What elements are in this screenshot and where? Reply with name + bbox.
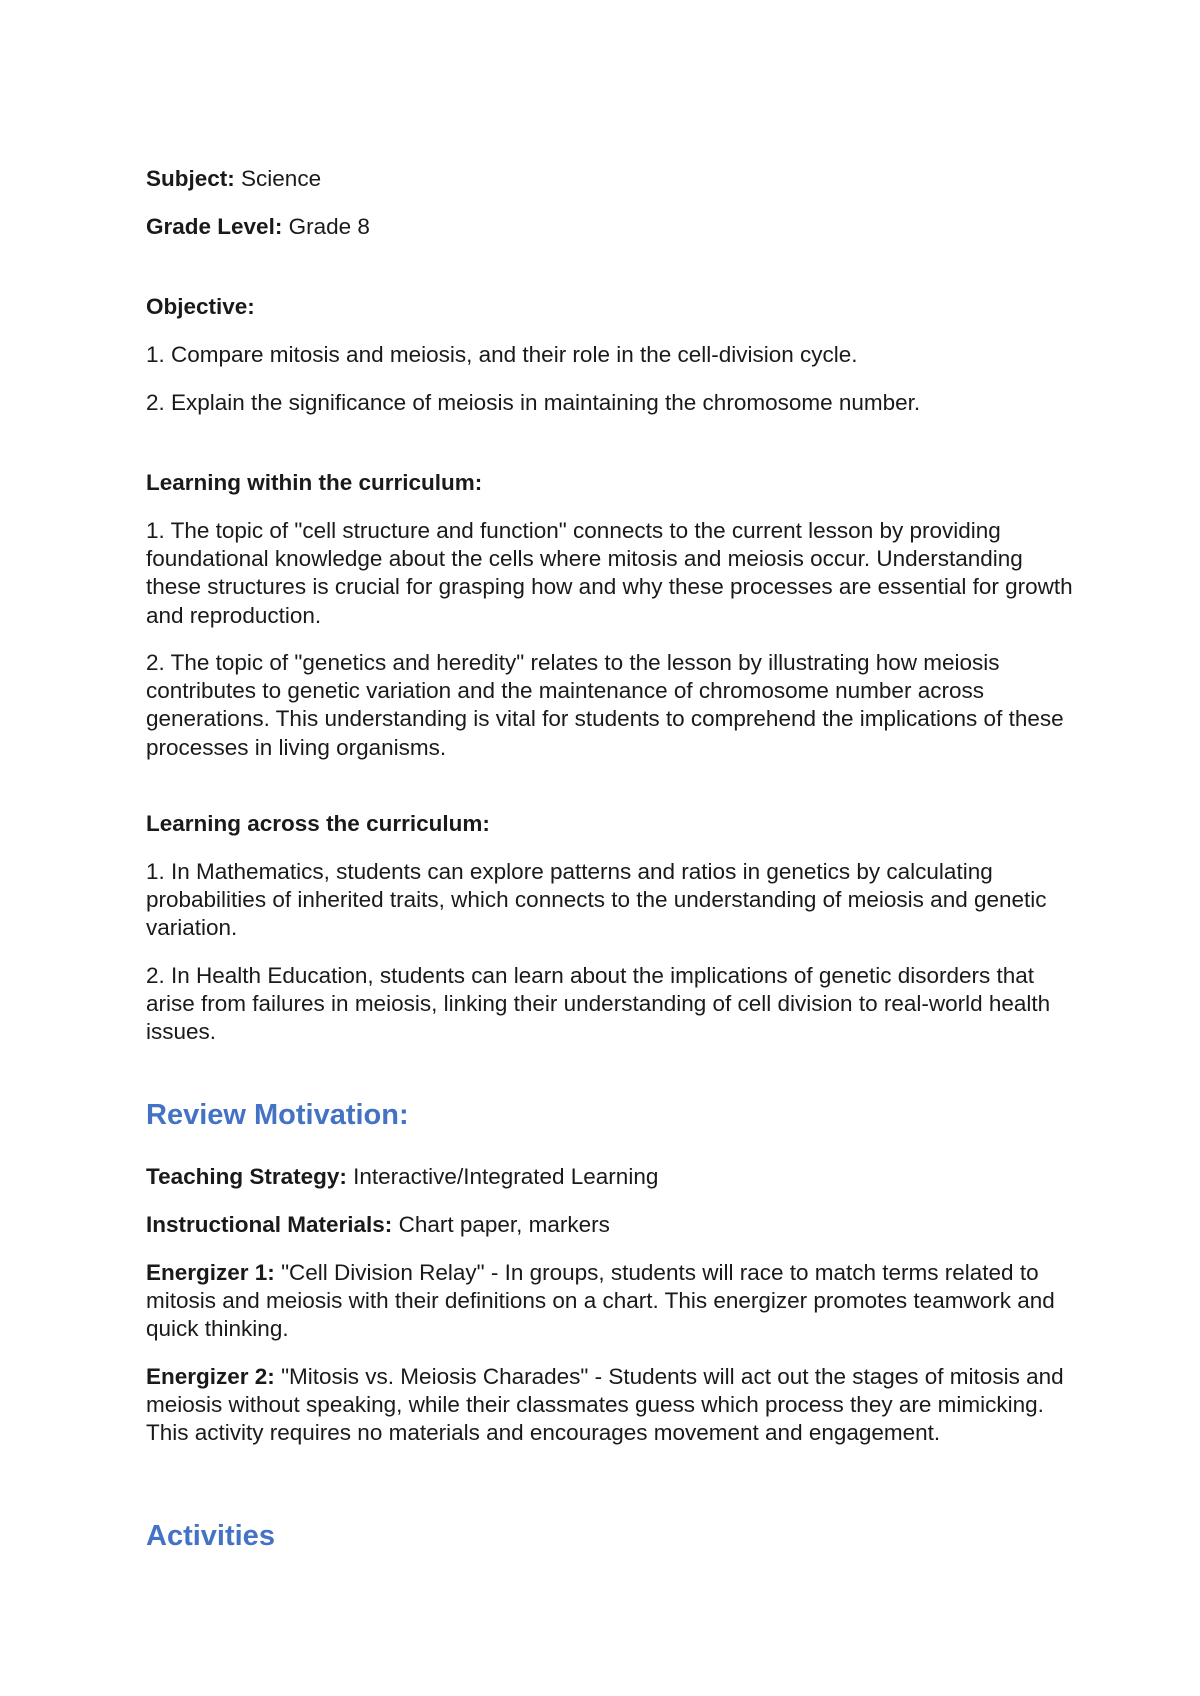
learning-across-item-2: 2. In Health Education, students can learn about the implications of genetic disorders that arise from failures in meiosis, linking their understanding of cell division to real-world health issues. <box>146 963 1051 1045</box>
grade-level-line <box>146 213 1076 241</box>
energizer-1-paragraph <box>146 1259 1076 1344</box>
objective-heading: Objective: <box>146 294 255 319</box>
objective-item-2: 2. Explain the significance of meiosis in maintaining the chromosome number. <box>146 390 921 415</box>
subject-line <box>146 165 1076 193</box>
learning-across-item-1: 1. In Mathematics, students can explore patterns and ratios in genetics by calculating probabilities of inherited traits, which connects to the understanding of meiosis and genetic variation. <box>146 859 1047 941</box>
teaching-strategy-label: Teaching Strategy: <box>146 1164 347 1189</box>
instructional-materials-line <box>146 1211 1076 1239</box>
learning-within-item-1: 1. The topic of "cell structure and function" connects to the current lesson by providing foundational knowledge about the cells where mitosis and meiosis occur. Understanding these structures is crucial for grasping how and why these processes are essential for growth and reproduction. <box>146 518 1073 628</box>
grade-level-value: Grade 8 <box>288 214 370 239</box>
learning-within-heading: Learning within the curriculum: <box>146 470 483 495</box>
grade-level-label: Grade Level: <box>146 214 283 239</box>
activities-heading: Activities <box>146 1520 275 1552</box>
review-motivation-heading: Review Motivation: <box>146 1099 409 1131</box>
objective-item-1: 1. Compare mitosis and meiosis, and their role in the cell-division cycle. <box>146 342 858 367</box>
instructional-materials-value: Chart paper, markers <box>398 1212 610 1237</box>
energizer-1-text: "Cell Division Relay" - In groups, students will race to match terms related to mitosis and meiosis with their definitions on a chart. This energizer promotes teamwork and quick thinking. <box>146 1260 1055 1342</box>
energizer-2-label: Energizer 2: <box>146 1364 275 1389</box>
energizer-1-label: Energizer 1: <box>146 1260 275 1285</box>
energizer-2-paragraph <box>146 1363 1076 1448</box>
subject-value: Science <box>241 166 322 191</box>
subject-label: Subject: <box>146 166 235 191</box>
energizer-2-text: "Mitosis vs. Meiosis Charades" - Students will act out the stages of mitosis and meiosis without speaking, while their classmates guess which process they are mimicking. This activity requires no materials and encourages movement and engagement. <box>146 1364 1064 1446</box>
teaching-strategy-value: Interactive/Integrated Learning <box>353 1164 659 1189</box>
learning-within-item-2: 2. The topic of "genetics and heredity" relates to the lesson by illustrating how meiosis contributes to genetic variation and the maintenance of chromosome number across generations. This understanding is vital for students to comprehend the implications of these processes in living organisms. <box>146 650 1064 760</box>
teaching-strategy-line <box>146 1163 1076 1191</box>
learning-across-heading: Learning across the curriculum: <box>146 811 490 836</box>
instructional-materials-label: Instructional Materials: <box>146 1212 393 1237</box>
